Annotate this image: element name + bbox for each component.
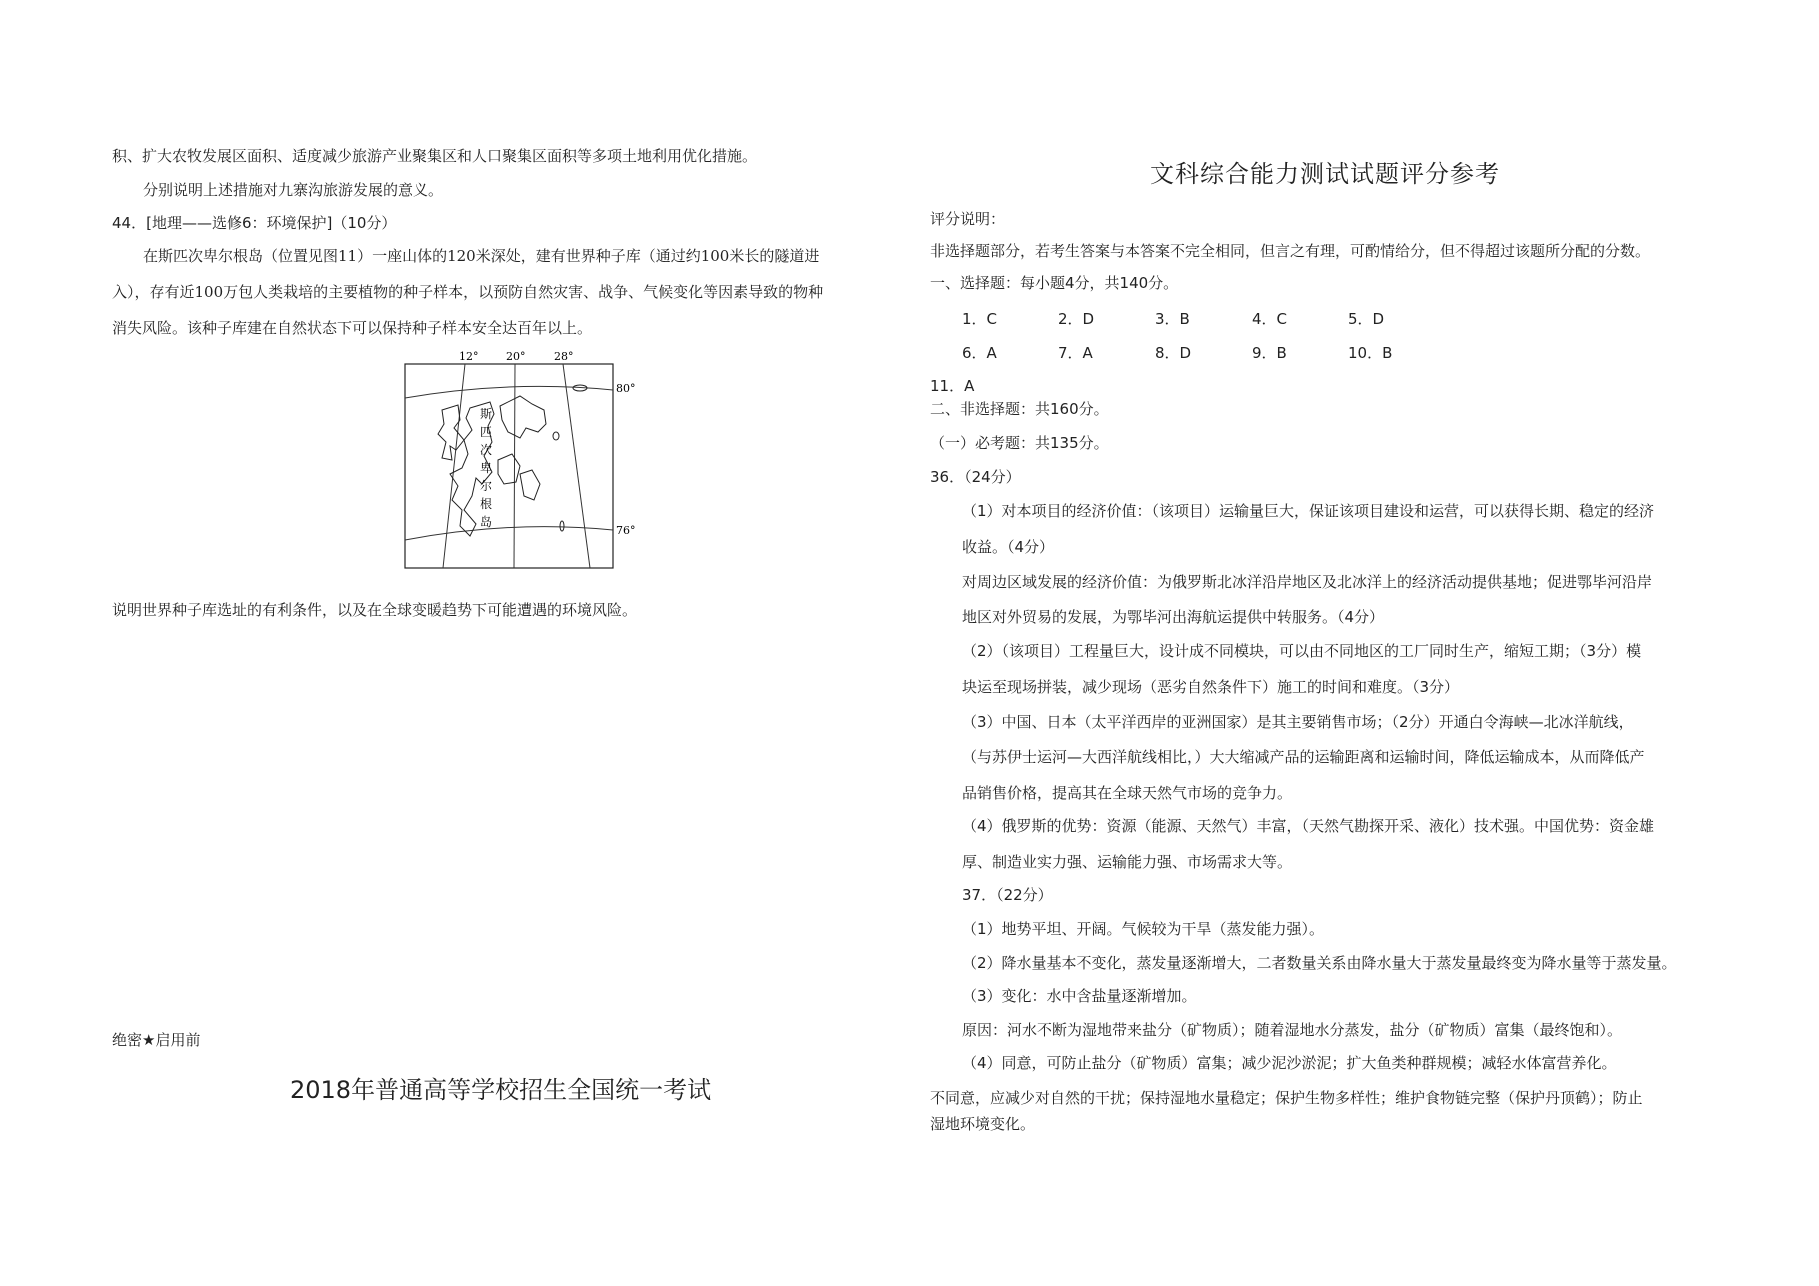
answer-8: 8．D: [1155, 344, 1192, 362]
island-label-char-7: 岛: [480, 515, 493, 529]
section-2-heading: 二、非选择题：共160分。: [930, 400, 1109, 418]
exam-title: 2018年普通高等学校招生全国统一考试: [290, 1076, 712, 1104]
answer-6: 6．A: [962, 344, 997, 362]
answer-11: 11．A: [930, 377, 975, 395]
q37-3-reason: 原因：河水不断为湿地带来盐分（矿物质）；随着湿地水分蒸发，盐分（矿物质）富集（最终饱和）。: [962, 1021, 1623, 1039]
q36-1-line-4: 地区对外贸易的发展，为鄂毕河出海航运提供中转服务。（4分）: [962, 608, 1385, 626]
answer-9: 9．B: [1252, 344, 1287, 362]
question-44-heading: 44．[地理——选修6：环境保护]（10分）: [112, 214, 397, 232]
island-label-char-2: 匹: [480, 425, 493, 439]
lon-label-28: 28°: [554, 350, 574, 363]
kongsoya-island: [553, 432, 559, 440]
scoring-reference-title: 文科综合能力测试试题评分参考: [1150, 160, 1500, 188]
q37-4-disagree-line-1: 不同意，应减少对自然的干扰；保持湿地水量稳定；保护生物多样性；维护食物链完整（保护丹顶鹤）；防止: [930, 1089, 1643, 1107]
answer-5: 5．D: [1348, 310, 1385, 328]
island-label-char-1: 斯: [480, 407, 493, 421]
q36-1-line-1: （1）对本项目的经济价值：（该项目）运输量巨大，保证该项目建设和运营，可以获得长期、稳定的经济: [962, 502, 1655, 520]
section-1-heading: 一、选择题：每小题4分，共140分。: [930, 274, 1179, 292]
q44-question: 说明世界种子库选址的有利条件，以及在全球变暖趋势下可能遭遇的环境风险。: [112, 601, 638, 619]
q37-2: （2）降水量基本不变化，蒸发量逐渐增大，二者数量关系由降水量大于蒸发量最终变为降水量等于蒸发量。: [962, 954, 1677, 972]
island-label-char-6: 根: [480, 497, 493, 511]
q36-1-line-2: 收益。（4分）: [962, 538, 1055, 556]
answer-10: 10．B: [1348, 344, 1393, 362]
q36-1-line-3: 对周边区域发展的经济价值：为俄罗斯北冰洋沿岸地区及北冰洋上的经济活动提供基地；促进鄂毕河沿岸: [962, 573, 1653, 591]
island-label-char-3: 次: [480, 443, 493, 457]
q37-4: （4）同意，可防止盐分（矿物质）富集；减少泥沙淤泥；扩大鱼类种群规模；减轻水体富营养化。: [962, 1054, 1617, 1072]
barentsoya-island: [498, 454, 520, 484]
q44-paragraph-line-1: 在斯匹次卑尔根岛（位置见图11）一座山体的120米深处，建有世界种子库（通过约100米长的隧道进: [143, 247, 820, 265]
island-label-char-4: 卑: [480, 461, 493, 475]
q36-4-line-2: 厚、制造业实力强、运输能力强、市场需求大等。: [962, 853, 1293, 871]
q36-4-line-1: （4）俄罗斯的优势：资源（能源、天然气）丰富，（天然气勘探开采、液化）技术强。中国优势：资金雄: [962, 817, 1655, 835]
answer-2: 2．D: [1058, 310, 1095, 328]
meridian-20: [514, 364, 515, 568]
q36-3-line-2: （与苏伊士运河—大西洋航线相比，）大大缩减产品的运输距离和运输时间，降低运输成本，从而降低产: [962, 748, 1645, 766]
meridian-12: [443, 364, 465, 568]
map-frame: [405, 364, 613, 568]
answer-7: 7．A: [1058, 344, 1093, 362]
q44-paragraph-line-3: 消失风险。该种子库建在自然状态下可以保持种子样本安全达百年以上。: [112, 319, 593, 337]
question-37-heading: 37．（22分）: [962, 886, 1053, 904]
q37-1: （1）地势平坦、开阔。气候较为干旱（蒸发能力强）。: [962, 920, 1325, 938]
answer-3: 3．B: [1155, 310, 1190, 328]
lat-label-80: 80°: [616, 382, 636, 395]
q36-3-line-3: 品销售价格，提高其在全球天然气市场的竞争力。: [962, 784, 1293, 802]
scoring-note-text: 非选择题部分，若考生答案与本答案不完全相同，但言之有理，可酌情给分，但不得超过该题所分配的分数。: [930, 242, 1651, 260]
q37-4-disagree-line-2: 湿地环境变化。: [930, 1115, 1036, 1133]
left-line-2: 分别说明上述措施对九寨沟旅游发展的意义。: [143, 181, 444, 199]
required-section-heading: （一）必考题：共135分。: [930, 434, 1109, 452]
svalbard-map-figure: [380, 350, 640, 570]
secret-label: 绝密★启用前: [112, 1031, 201, 1049]
answer-1: 1．C: [962, 310, 998, 328]
hopen-island: [560, 521, 564, 531]
island-label-char-5: 尔: [480, 479, 493, 493]
q36-3-line-1: （3）中国、日本（太平洋西岸的亚洲国家）是其主要销售市场；（2分）开通白令海峡—北冰洋航线，: [962, 713, 1634, 731]
edgeoya-island: [520, 470, 540, 500]
parallel-80: [405, 386, 613, 398]
lon-label-20: 20°: [506, 350, 526, 363]
q37-3: （3）变化：水中含盐量逐渐增加。: [962, 987, 1197, 1005]
nordaustlandet-island: [500, 396, 546, 438]
q36-2-line-1: （2）（该项目）工程量巨大，设计成不同模块，可以由不同地区的工厂同时生产，缩短工期；（3分）模: [962, 642, 1642, 660]
answer-4: 4．C: [1252, 310, 1288, 328]
left-line-1: 积、扩大农牧发展区面积、适度减少旅游产业聚集区和人口聚集区面积等多项土地利用优化措施。: [112, 147, 758, 165]
scoring-note-heading: 评分说明：: [930, 210, 1006, 228]
meridian-28: [563, 364, 590, 568]
q44-paragraph-line-2: 入），存有近100万包人类栽培的主要植物的种子样本，以预防自然灾害、战争、气候变化等因素导致的物种: [112, 283, 824, 301]
lon-label-12: 12°: [459, 350, 479, 363]
parallel-76: [405, 527, 613, 540]
question-36-heading: 36．（24分）: [930, 468, 1021, 486]
q36-2-line-2: 块运至现场拼装，减少现场（恶劣自然条件下）施工的时间和难度。（3分）: [962, 678, 1460, 696]
lat-label-76: 76°: [616, 524, 636, 537]
